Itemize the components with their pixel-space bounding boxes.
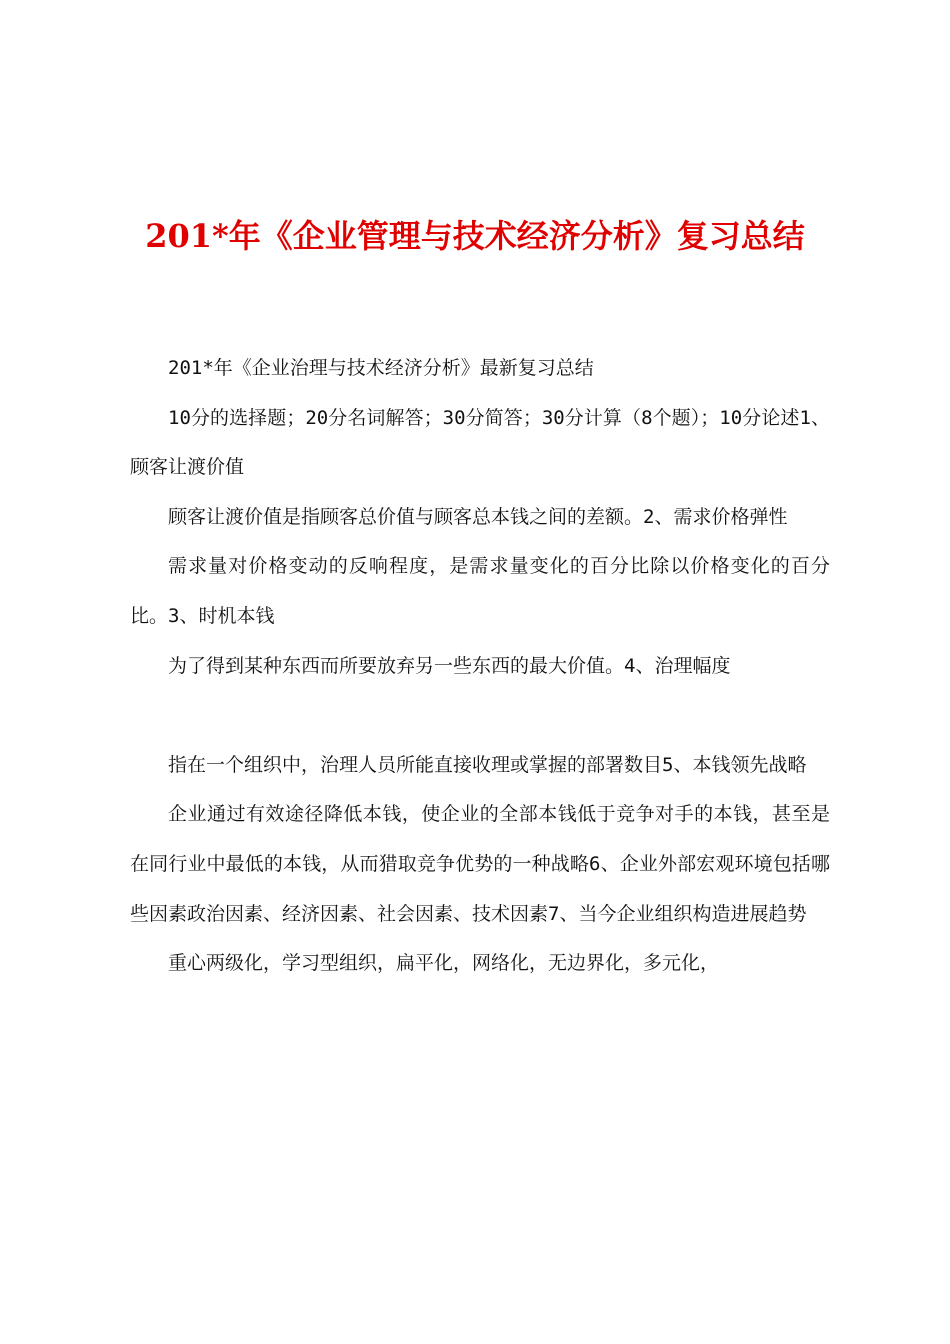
paragraph-gap — [130, 691, 830, 741]
paragraph-cost-leadership: 企业通过有效途径降低本钱，使企业的全部本钱低于竞争对手的本钱，甚至是在同行业中最低的本钱，从而猎取竞争优势的一种战略6、企业外部宏观环境包括哪些因素政治因素、经济因素、社会因素、技术因素7、当今企业组织构造进展趋势 — [130, 803, 830, 925]
document-body — [130, 344, 830, 989]
paragraph-org-trends: 重心两级化，学习型组织，扁平化，网络化，无边界化，多元化， — [168, 952, 720, 975]
document-title: 201*年《企业管理与技术经济分析》复习总结 — [145, 217, 805, 255]
paragraph-price-elasticity: 需求量对价格变动的反响程度，是需求量变化的百分比除以价格变化的百分比。3、时机本钱 — [130, 555, 830, 627]
paragraph-customer-value: 顾客让渡价值是指顾客总价值与顾客总本钱之间的差额。2、需求价格弹性 — [168, 505, 788, 528]
paragraph-opportunity-cost: 为了得到某种东西而所要放弃另一些东西的最大价值。4、治理幅度 — [168, 654, 731, 677]
paragraph-management-span: 指在一个组织中，治理人员所能直接收理或掌握的部署数目5、本钱领先战略 — [168, 753, 807, 776]
paragraph-exam-structure: 10分的选择题；20分名词解答；30分简答；30分计算（8个题）；10分论述1、顾客让渡价值 — [130, 406, 830, 479]
paragraph-subtitle: 201*年《企业治理与技术经济分析》最新复习总结 — [168, 357, 594, 379]
